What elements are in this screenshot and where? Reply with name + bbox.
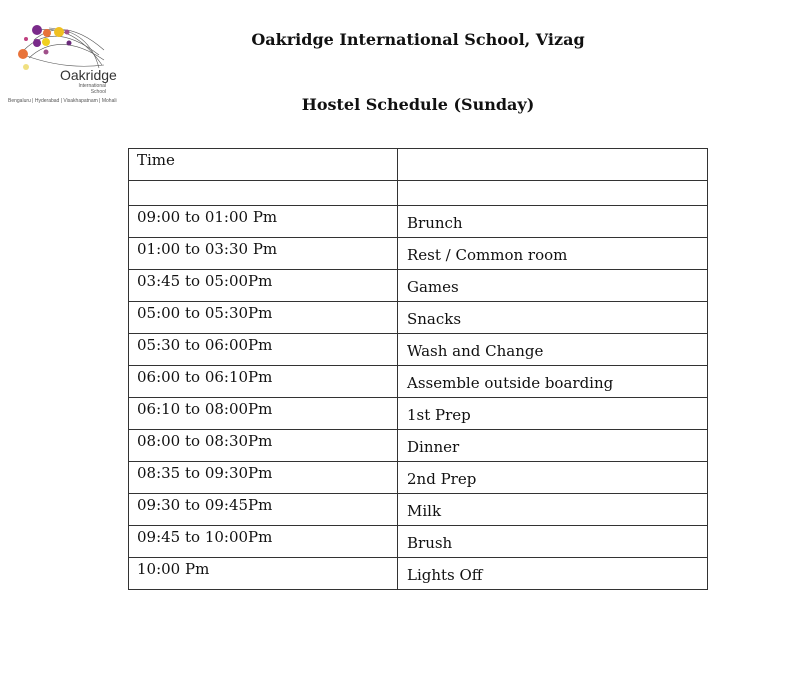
time-cell: 01:00 to 03:30 Pm — [129, 238, 398, 270]
table-row — [129, 430, 708, 462]
schedule-table — [128, 148, 708, 590]
table-row — [129, 462, 708, 494]
activity-cell: Assemble outside boarding — [398, 366, 708, 398]
time-cell: 06:10 to 08:00Pm — [129, 398, 398, 430]
logo-subtitle: International School — [78, 83, 106, 95]
logo-cities: Bengaluru | Hyderabad | Visakhapatnam | Mohali — [8, 98, 117, 104]
table-row — [129, 206, 708, 238]
table-row — [129, 366, 708, 398]
time-cell: 08:35 to 09:30Pm — [129, 462, 398, 494]
logo-name: Oakridge — [60, 67, 117, 83]
page-title: Hostel Schedule (Sunday) — [301, 95, 535, 114]
table-header-row — [129, 149, 708, 181]
table-row — [129, 398, 708, 430]
activity-header — [398, 149, 708, 181]
table-row — [129, 238, 708, 270]
activity-cell: Games — [398, 270, 708, 302]
table-row — [129, 334, 708, 366]
table-row — [129, 302, 708, 334]
time-cell: 05:30 to 06:00Pm — [129, 334, 398, 366]
activity-cell: 1st Prep — [398, 398, 708, 430]
time-cell: 06:00 to 06:10Pm — [129, 366, 398, 398]
table-row — [129, 270, 708, 302]
school-name: Oakridge International School, Vizag — [251, 30, 585, 49]
time-cell: 09:00 to 01:00 Pm — [129, 206, 398, 238]
time-cell: 03:45 to 05:00Pm — [129, 270, 398, 302]
empty-row — [129, 181, 708, 206]
activity-cell: Brush — [398, 526, 708, 558]
activity-cell: Dinner — [398, 430, 708, 462]
table-row — [129, 526, 708, 558]
activity-cell: Milk — [398, 494, 708, 526]
time-cell: 10:00 Pm — [129, 558, 398, 590]
activity-cell: Wash and Change — [398, 334, 708, 366]
activity-cell: Brunch — [398, 206, 708, 238]
time-cell: 09:45 to 10:00Pm — [129, 526, 398, 558]
activity-cell: 2nd Prep — [398, 462, 708, 494]
time-header: Time — [129, 149, 398, 181]
activity-cell: Snacks — [398, 302, 708, 334]
activity-cell: Lights Off — [398, 558, 708, 590]
time-cell: 05:00 to 05:30Pm — [129, 302, 398, 334]
time-cell: 09:30 to 09:45Pm — [129, 494, 398, 526]
table-row — [129, 494, 708, 526]
table-row — [129, 558, 708, 590]
time-cell: 08:00 to 08:30Pm — [129, 430, 398, 462]
activity-cell: Rest / Common room — [398, 238, 708, 270]
